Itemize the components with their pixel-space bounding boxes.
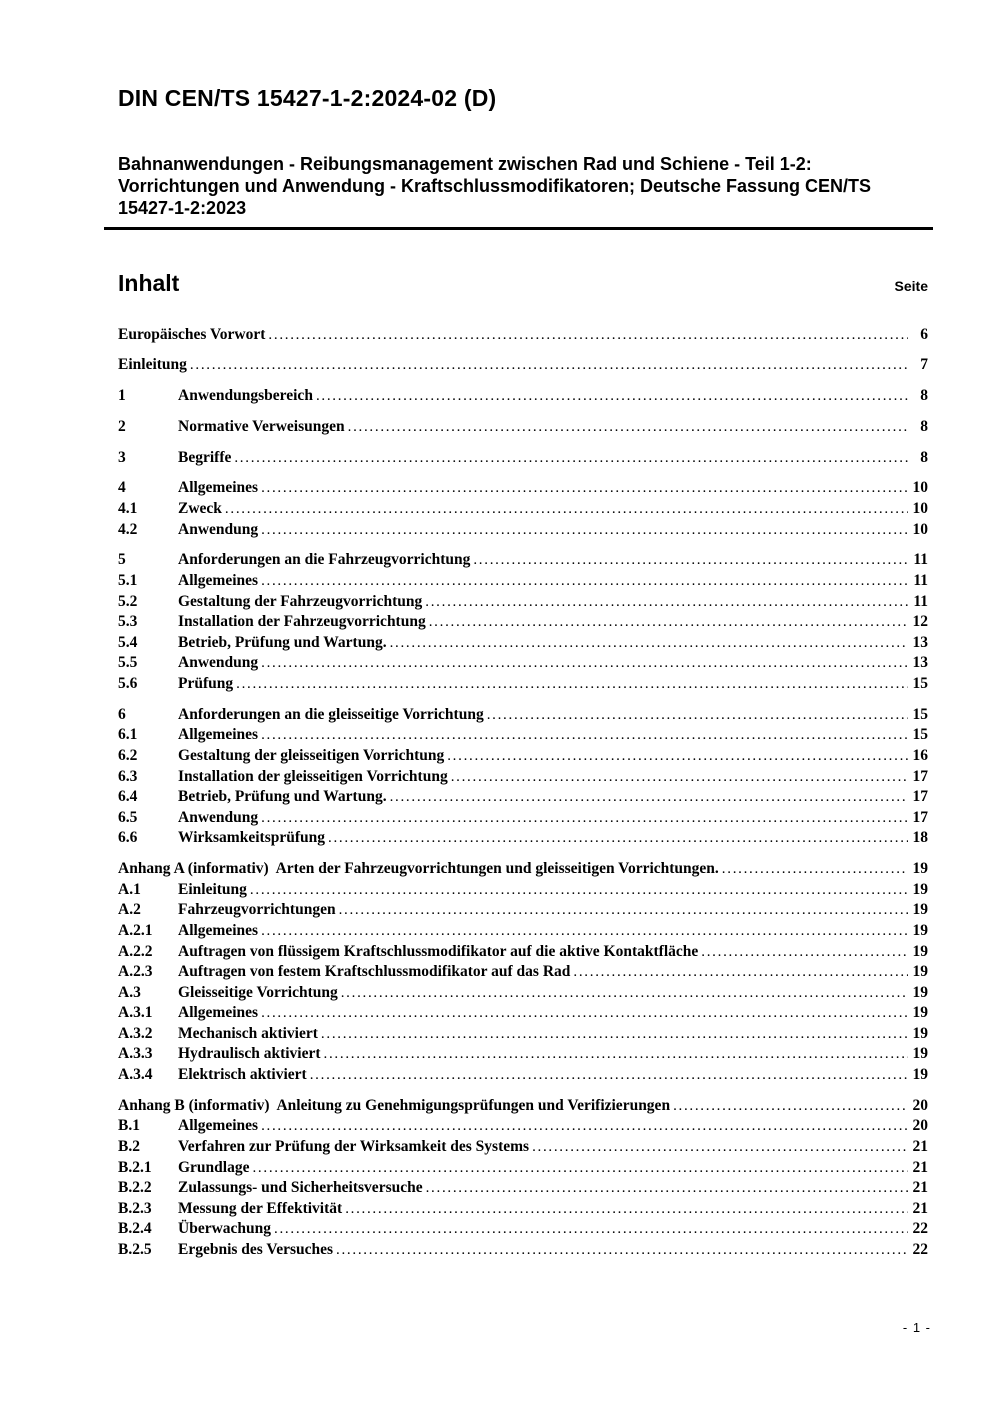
toc-entry-number: A.1 [118, 880, 141, 898]
toc-dot-leader [451, 767, 908, 788]
toc-entry-number: A.3.1 [118, 1004, 153, 1022]
toc-entry-number: 6.4 [118, 788, 138, 806]
toc-entry-page: 11 [913, 572, 928, 590]
toc-entry-label: Allgemeines [178, 921, 259, 939]
toc-entry-page: 19 [912, 1024, 928, 1042]
toc-entry-label: Wirksamkeitsprüfung [178, 829, 325, 847]
toc-entry-number: 5 [118, 551, 126, 569]
toc-entry [118, 828, 928, 849]
toc-entry-page: 13 [912, 654, 928, 672]
toc-entry-number: 6.6 [118, 829, 138, 847]
toc-entry-label: Ergebnis des Versuches [178, 1241, 334, 1259]
toc-entry-page: 11 [913, 551, 928, 569]
toc-entry [118, 386, 928, 407]
toc-entry-label: Allgemeines [178, 726, 259, 744]
toc-entry-number: 2 [118, 417, 126, 435]
toc-entry-page: 21 [912, 1158, 928, 1176]
toc-dot-leader [429, 612, 908, 633]
toc-entry-label: Begriffe [178, 448, 232, 466]
toc-entry-page: 19 [912, 983, 928, 1001]
toc-dot-leader [261, 1003, 908, 1024]
toc-entry-label: Zweck [178, 500, 222, 518]
toc-entry [118, 674, 928, 695]
toc-entry-number: A.3 [118, 983, 141, 1001]
toc-entry [118, 962, 928, 983]
toc-entry-label: Anforderungen an die gleisseitige Vorrichtung [178, 705, 484, 723]
toc-entry [118, 942, 928, 963]
toc-entry-page: 19 [912, 860, 928, 878]
toc-dot-leader [268, 325, 908, 346]
toc-entry [118, 880, 928, 901]
toc-entry-page: 15 [912, 726, 928, 744]
toc-entry-number: A.2.2 [118, 942, 153, 960]
toc-entry-page: 10 [912, 500, 928, 518]
toc-entry-number: 6.2 [118, 746, 138, 764]
toc-entry [118, 1240, 928, 1261]
toc-entry [118, 417, 928, 438]
toc-entry-label: Anhang A (informativ) Arten der Fahrzeugvorrichtungen und gleisseitigen Vorrichtungen. [118, 860, 719, 878]
toc-dot-leader [447, 746, 908, 767]
toc-entry-number: 5.6 [118, 675, 138, 693]
toc-dot-leader [234, 448, 908, 469]
toc-entry-label: Einleitung [118, 356, 187, 374]
toc-entry-number: A.2 [118, 901, 141, 919]
toc-entry-page: 16 [912, 746, 928, 764]
toc-entry-label: Anhang B (informativ) Anleitung zu Genehmigungsprüfungen und Verifizierungen [118, 1096, 671, 1114]
document-code: DIN CEN/TS 15427-1-2:2024-02 (D) [118, 85, 497, 111]
toc-entry-page: 10 [912, 520, 928, 538]
toc-entry-page: 20 [912, 1096, 928, 1114]
toc-entry-number: 4 [118, 479, 126, 497]
toc-entry-label: Hydraulisch aktiviert [178, 1045, 321, 1063]
toc-entry [118, 808, 928, 829]
toc-dot-leader [573, 962, 908, 983]
toc-entry [118, 746, 928, 767]
toc-entry-page: 17 [912, 808, 928, 826]
toc-entry-page: 19 [912, 901, 928, 919]
toc-entry [118, 1003, 928, 1024]
toc-entry [118, 705, 928, 726]
toc-dot-leader [390, 787, 908, 808]
toc-entry-page: 20 [912, 1117, 928, 1135]
toc-entry-label: Elektrisch aktiviert [178, 1066, 307, 1084]
toc-entry-number: A.3.4 [118, 1066, 153, 1084]
toc-entry [118, 633, 928, 654]
toc-entry-label: Einleitung [178, 880, 247, 898]
toc-entry-page: 19 [912, 963, 928, 981]
toc-entry-page: 18 [912, 829, 928, 847]
toc-entry [118, 1158, 928, 1179]
toc-dot-leader [310, 1065, 908, 1086]
toc-dot-leader [426, 1178, 908, 1199]
toc-entry-label: Betrieb, Prüfung und Wartung. [178, 633, 387, 651]
toc-dot-leader [321, 1024, 908, 1045]
toc-entry-page: 21 [912, 1199, 928, 1217]
toc-entry [118, 900, 928, 921]
toc-entry-number: 6 [118, 705, 126, 723]
toc-dot-leader [701, 942, 908, 963]
toc-entry-page: 22 [912, 1241, 928, 1259]
toc-entry [118, 448, 928, 469]
toc-entry-label: Fahrzeugvorrichtungen [178, 901, 336, 919]
toc-dot-leader [261, 808, 908, 829]
toc-dot-leader [261, 520, 908, 541]
toc-entry [118, 1116, 928, 1137]
toc-entry-page: 12 [912, 613, 928, 631]
toc-entry-page: 17 [912, 767, 928, 785]
toc-entry [118, 592, 928, 613]
toc-entry-page: 19 [912, 1004, 928, 1022]
toc-dot-leader [274, 1219, 908, 1240]
toc-entry-number: 5.3 [118, 613, 138, 631]
toc-entry-page: 6 [920, 325, 928, 343]
toc-entry-page: 21 [912, 1138, 928, 1156]
toc-entry-label: Zulassungs- und Sicherheitsversuche [178, 1179, 423, 1197]
toc-entry-number: B.2 [118, 1138, 140, 1156]
toc-entry-number: 4.1 [118, 500, 138, 518]
toc-entry [118, 499, 928, 520]
toc-dot-leader [236, 674, 908, 695]
toc-entry-label: Normative Verweisungen [178, 417, 345, 435]
toc-entry-page: 15 [912, 705, 928, 723]
toc-entry [118, 355, 928, 376]
toc-entry-number: 5.5 [118, 654, 138, 672]
toc-header [118, 270, 928, 297]
toc-dot-leader [261, 653, 908, 674]
toc-entry [118, 787, 928, 808]
toc-dot-leader [339, 900, 908, 921]
toc-entry [118, 653, 928, 674]
toc-entry-number: 6.5 [118, 808, 138, 826]
toc-entry-label: Installation der gleisseitigen Vorrichtung [178, 767, 448, 785]
toc-entry-page: 19 [912, 921, 928, 939]
toc-entry [118, 1219, 928, 1240]
toc-entry-number: 3 [118, 448, 126, 466]
toc-dot-leader [673, 1096, 908, 1117]
toc-entry-page: 7 [920, 356, 928, 374]
toc-dot-leader [190, 355, 908, 376]
toc-entry-page: 22 [912, 1220, 928, 1238]
toc-dot-leader [225, 499, 908, 520]
toc-entry [118, 1044, 928, 1065]
toc-entry-number: B.2.4 [118, 1220, 152, 1238]
toc-dot-leader [532, 1137, 908, 1158]
toc-entry-label: Auftragen von flüssigem Kraftschlussmodifikator auf die aktive Kontaktfläche [178, 942, 699, 960]
toc-entry-page: 19 [912, 942, 928, 960]
toc-entry-label: Installation der Fahrzeugvorrichtung [178, 613, 426, 631]
toc-dot-leader [487, 705, 908, 726]
toc-dot-leader [324, 1044, 908, 1065]
header-divider [104, 227, 933, 230]
toc-entry [118, 520, 928, 541]
toc-entry [118, 478, 928, 499]
toc-entry-number: 6.1 [118, 726, 138, 744]
toc-entry [118, 1024, 928, 1045]
toc-entry [118, 1137, 928, 1158]
toc-entry-page: 13 [912, 633, 928, 651]
toc-heading: Inhalt [118, 270, 180, 296]
toc-entry-number: 5.4 [118, 633, 138, 651]
toc-entry-label: Grundlage [178, 1158, 250, 1176]
toc-entry-number: B.1 [118, 1117, 140, 1135]
toc-dot-leader [390, 633, 908, 654]
toc-entry [118, 325, 928, 346]
toc-dot-leader [261, 571, 908, 592]
toc-entry-page: 17 [912, 788, 928, 806]
toc-entry-number: 5.1 [118, 572, 138, 590]
toc-dot-leader [348, 417, 908, 438]
toc-entry-page: 10 [912, 479, 928, 497]
toc-dot-leader [261, 478, 908, 499]
toc-entry-number: 5.2 [118, 592, 138, 610]
toc-entry-page: 8 [920, 448, 928, 466]
toc-entry-number: 1 [118, 387, 126, 405]
toc-entry-label: Betrieb, Prüfung und Wartung. [178, 788, 387, 806]
toc-dot-leader [250, 880, 908, 901]
toc-dot-leader [336, 1240, 908, 1261]
toc-entry-number: B.2.2 [118, 1179, 152, 1197]
toc-entry-label: Gestaltung der gleisseitigen Vorrichtung [178, 746, 445, 764]
toc-entry-label: Allgemeines [178, 479, 259, 497]
toc-entry-page: 19 [912, 1066, 928, 1084]
toc-entry [118, 1065, 928, 1086]
toc-entry [118, 571, 928, 592]
toc-dot-leader [341, 983, 908, 1004]
table-of-contents [118, 314, 928, 1260]
toc-entry-number: B.2.3 [118, 1199, 152, 1217]
toc-entry-label: Allgemeines [178, 1004, 259, 1022]
toc-entry-label: Verfahren zur Prüfung der Wirksamkeit des Systems [178, 1138, 530, 1156]
toc-entry-label: Allgemeines [178, 1117, 259, 1135]
page-number-footer: - 1 - [902, 1320, 931, 1335]
toc-entry-number: 6.3 [118, 767, 138, 785]
toc-entry-label: Allgemeines [178, 572, 259, 590]
toc-entry-label: Gestaltung der Fahrzeugvorrichtung [178, 592, 423, 610]
toc-dot-leader [345, 1199, 908, 1220]
toc-entry-label: Überwachung [178, 1220, 272, 1238]
toc-entry-label: Messung der Effektivität [178, 1199, 343, 1217]
toc-entry-label: Europäisches Vorwort [118, 325, 266, 343]
toc-entry [118, 550, 928, 571]
toc-dot-leader [722, 859, 908, 880]
toc-dot-leader [328, 828, 908, 849]
page-column-label: Seite [894, 278, 928, 294]
toc-entry [118, 983, 928, 1004]
toc-dot-leader [261, 725, 908, 746]
toc-entry-label: Anwendung [178, 808, 259, 826]
toc-entry-page: 11 [913, 592, 928, 610]
toc-dot-leader [316, 386, 908, 407]
toc-entry [118, 725, 928, 746]
toc-entry-page: 8 [920, 387, 928, 405]
toc-entry-number: A.3.2 [118, 1024, 153, 1042]
toc-entry-label: Anwendungsbereich [178, 387, 313, 405]
toc-entry-label: Mechanisch aktiviert [178, 1024, 318, 1042]
toc-entry-label: Anforderungen an die Fahrzeugvorrichtung [178, 551, 471, 569]
toc-dot-leader [261, 1116, 908, 1137]
toc-entry [118, 921, 928, 942]
toc-entry [118, 859, 928, 880]
toc-entry-page: 19 [912, 880, 928, 898]
toc-entry-page: 21 [912, 1179, 928, 1197]
toc-dot-leader [261, 921, 908, 942]
toc-entry-label: Prüfung [178, 675, 234, 693]
document-title: Bahnanwendungen - Reibungsmanagement zwischen Rad und Schiene - Teil 1-2: Vorrichtungen und Anwendung - Kraftschlussmodifikatoren; Deutsche Fassung CEN/TS 15427-1-2:2023 [118, 154, 872, 218]
toc-entry-page: 19 [912, 1045, 928, 1063]
toc-entry-number: B.2.1 [118, 1158, 152, 1176]
toc-entry [118, 1096, 928, 1117]
toc-entry-number: 4.2 [118, 520, 138, 538]
toc-entry-number: B.2.5 [118, 1241, 152, 1259]
toc-entry-page: 8 [920, 417, 928, 435]
toc-entry-label: Anwendung [178, 654, 259, 672]
toc-dot-leader [473, 550, 908, 571]
toc-entry-label: Auftragen von festem Kraftschlussmodifikator auf das Rad [178, 963, 571, 981]
toc-dot-leader [425, 592, 908, 613]
toc-entry-number: A.2.1 [118, 921, 153, 939]
toc-dot-leader [252, 1158, 908, 1179]
toc-entry-label: Gleisseitige Vorrichtung [178, 983, 338, 1001]
toc-entry [118, 767, 928, 788]
toc-entry [118, 612, 928, 633]
toc-entry-number: A.3.3 [118, 1045, 153, 1063]
toc-entry [118, 1178, 928, 1199]
toc-entry-label: Anwendung [178, 520, 259, 538]
toc-entry [118, 1199, 928, 1220]
toc-entry-number: A.2.3 [118, 963, 153, 981]
toc-entry-page: 15 [912, 675, 928, 693]
